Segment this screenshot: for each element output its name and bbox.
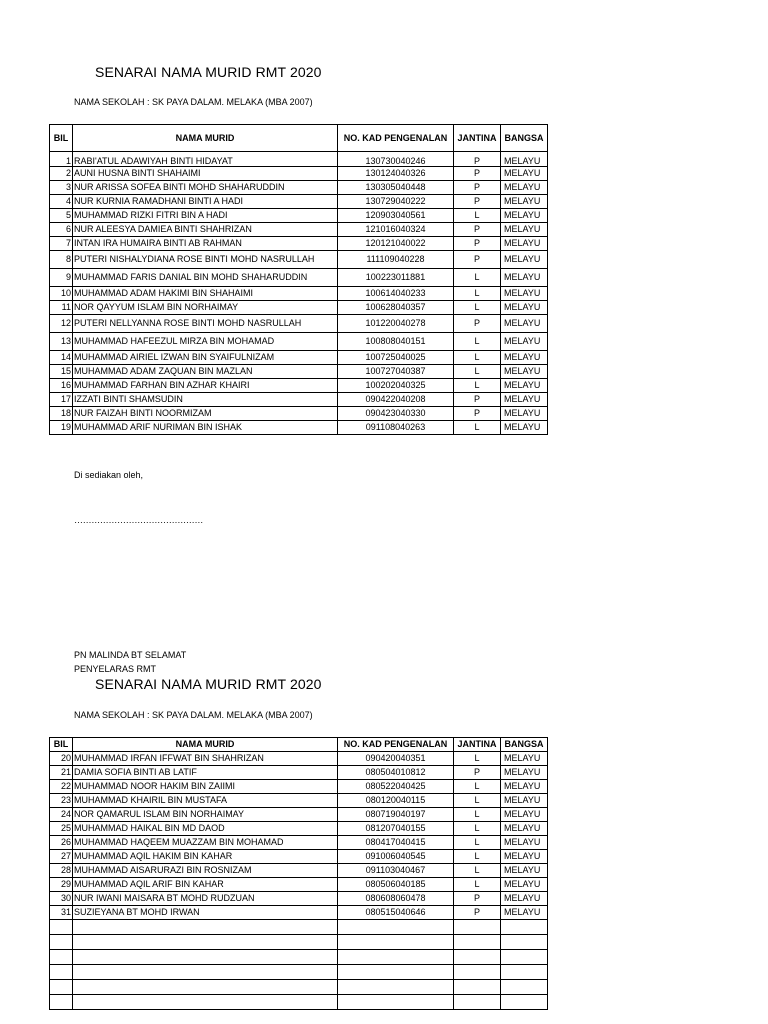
cell-bil: 3 [50,181,73,195]
cell-bil: 14 [50,351,73,365]
cell-bil: 8 [50,251,73,269]
cell-ic: 120903040561 [338,209,454,223]
cell-ic: 080506040185 [338,878,454,892]
cell-ic: 091108040263 [338,421,454,435]
cell-name: MUHAMMAD HAFEEZUL MIRZA BIN MOHAMAD [73,333,338,351]
cell-name: RABI'ATUL ADAWIYAH BINTI HIDAYAT [73,152,338,167]
cell-name: MUHAMMAD FARHAN BIN AZHAR KHAIRI [73,379,338,393]
table-row [50,780,548,794]
cell-ic: 101220040278 [338,315,454,333]
cell-bangsa: MELAYU [501,393,548,407]
empty-cell [73,965,338,980]
empty-cell [73,935,338,950]
cell-ic: 090423040330 [338,407,454,421]
table-row [50,152,548,167]
cell-jantina: P [454,892,501,906]
table-row [50,209,548,223]
cell-bil: 16 [50,379,73,393]
cell-bangsa: MELAYU [501,365,548,379]
cell-bangsa: MELAYU [501,808,548,822]
cell-jantina: L [454,269,501,287]
cell-jantina: L [454,287,501,301]
empty-cell [50,965,73,980]
cell-bangsa: MELAYU [501,421,548,435]
cell-name: MUHAMMAD IRFAN IFFWAT BIN SHAHRIZAN [73,752,338,766]
cell-name: MUHAMMAD KHAIRIL BIN MUSTAFA [73,794,338,808]
cell-jantina: L [454,752,501,766]
cell-bangsa: MELAYU [501,301,548,315]
cell-bangsa: MELAYU [501,209,548,223]
empty-cell [338,920,454,935]
cell-name: MUHAMMAD ARIF NURIMAN BIN ISHAK [73,421,338,435]
table-row [50,822,548,836]
cell-jantina: L [454,780,501,794]
empty-cell [50,995,73,1010]
cell-name: MUHAMMAD ADAM HAKIMI BIN SHAHAIMI [73,287,338,301]
table-header-row [50,125,548,152]
cell-jantina: L [454,209,501,223]
cell-ic: 100808040151 [338,333,454,351]
cell-ic: 100727040387 [338,365,454,379]
cell-name: MUHAMMAD FARIS DANIAL BIN MOHD SHAHARUDDIN [73,269,338,287]
cell-bil: 19 [50,421,73,435]
empty-cell [454,995,501,1010]
cell-name: NUR FAIZAH BINTI NOORMIZAM [73,407,338,421]
cell-name: MUHAMMAD HAIKAL BIN MD DAOD [73,822,338,836]
cell-jantina: L [454,333,501,351]
empty-cell [50,950,73,965]
cell-bil: 12 [50,315,73,333]
header-bil: BIL [50,738,73,752]
table-row [50,878,548,892]
school-name-2: NAMA SEKOLAH : SK PAYA DALAM. MELAKA (MBA 2007) [74,710,313,720]
empty-cell [454,950,501,965]
cell-jantina: L [454,822,501,836]
empty-cell [501,980,548,995]
cell-name: DAMIA SOFIA BINTI AB LATIF [73,766,338,780]
cell-ic: 090422040208 [338,393,454,407]
cell-bil: 22 [50,780,73,794]
empty-row [50,920,548,935]
cell-jantina: P [454,195,501,209]
empty-cell [454,965,501,980]
cell-name: NOR QAYYUM ISLAM BIN NORHAIMAY [73,301,338,315]
cell-jantina: L [454,379,501,393]
empty-row [50,980,548,995]
cell-bil: 21 [50,766,73,780]
student-table-1 [49,124,548,435]
table-header-row [50,738,548,752]
cell-bangsa: MELAYU [501,167,548,181]
table-row [50,906,548,920]
empty-cell [338,980,454,995]
cell-bil: 4 [50,195,73,209]
cell-name: MUHAMMAD AIRIEL IZWAN BIN SYAIFULNIZAM [73,351,338,365]
cell-ic: 080522040425 [338,780,454,794]
cell-bil: 2 [50,167,73,181]
table-row [50,794,548,808]
table-row [50,892,548,906]
cell-bil: 24 [50,808,73,822]
signature-line: ……………………………………… [74,515,204,525]
cell-ic: 080515040646 [338,906,454,920]
header-name: NAMA MURID [73,125,338,152]
empty-cell [338,995,454,1010]
cell-bangsa: MELAYU [501,878,548,892]
empty-cell [454,935,501,950]
cell-bil: 11 [50,301,73,315]
empty-row [50,935,548,950]
empty-cell [50,920,73,935]
table-row [50,808,548,822]
cell-ic: 120121040022 [338,237,454,251]
cell-jantina: P [454,152,501,167]
cell-jantina: P [454,167,501,181]
cell-jantina: P [454,393,501,407]
cell-name: SUZIEYANA BT MOHD IRWAN [73,906,338,920]
header-name: NAMA MURID [73,738,338,752]
cell-bangsa: MELAYU [501,850,548,864]
cell-name: PUTERI NELLYANNA ROSE BINTI MOHD NASRULLAH [73,315,338,333]
page-title-2: SENARAI NAMA MURID RMT 2020 [95,676,322,692]
empty-cell [73,980,338,995]
table-row [50,379,548,393]
cell-bangsa: MELAYU [501,223,548,237]
cell-ic: 100614040233 [338,287,454,301]
cell-bangsa: MELAYU [501,351,548,365]
cell-jantina: L [454,864,501,878]
cell-name: PUTERI NISHALYDIANA ROSE BINTI MOHD NASRULLAH [73,251,338,269]
empty-cell [338,950,454,965]
cell-bil: 25 [50,822,73,836]
empty-cell [454,980,501,995]
cell-ic: 091006040545 [338,850,454,864]
empty-cell [338,965,454,980]
cell-jantina: L [454,351,501,365]
table-row [50,864,548,878]
empty-cell [501,950,548,965]
cell-name: INTAN IRA HUMAIRA BINTI AB RAHMAN [73,237,338,251]
cell-bil: 17 [50,393,73,407]
table-row [50,421,548,435]
signatory-role: PENYELARAS RMT [74,664,157,674]
cell-ic: 090420040351 [338,752,454,766]
cell-bil: 15 [50,365,73,379]
cell-bil: 10 [50,287,73,301]
cell-jantina: L [454,808,501,822]
cell-jantina: P [454,766,501,780]
empty-row [50,965,548,980]
cell-bangsa: MELAYU [501,822,548,836]
empty-cell [501,965,548,980]
cell-ic: 130124040326 [338,167,454,181]
cell-bangsa: MELAYU [501,152,548,167]
cell-name: NUR KURNIA RAMADHANI BINTI A HADI [73,195,338,209]
cell-bil: 1 [50,152,73,167]
cell-ic: 080719040197 [338,808,454,822]
cell-bangsa: MELAYU [501,287,548,301]
cell-ic: 111109040228 [338,251,454,269]
cell-bangsa: MELAYU [501,195,548,209]
cell-name: AUNI HUSNA BINTI SHAHAIMI [73,167,338,181]
cell-bil: 7 [50,237,73,251]
table-row [50,365,548,379]
signatory-name: PN MALINDA BT SELAMAT [74,650,187,660]
cell-bangsa: MELAYU [501,269,548,287]
cell-bil: 28 [50,864,73,878]
empty-cell [454,920,501,935]
page-title: SENARAI NAMA MURID RMT 2020 [95,64,322,80]
empty-row [50,950,548,965]
cell-jantina: P [454,906,501,920]
cell-name: NUR IWANI MAISARA BT MOHD RUDZUAN [73,892,338,906]
header-bangsa: BANGSA [501,125,548,152]
cell-bil: 23 [50,794,73,808]
cell-ic: 100725040025 [338,351,454,365]
cell-name: IZZATI BINTI SHAMSUDIN [73,393,338,407]
cell-jantina: P [454,407,501,421]
cell-bangsa: MELAYU [501,379,548,393]
cell-bangsa: MELAYU [501,794,548,808]
cell-ic: 130730040246 [338,152,454,167]
cell-jantina: P [454,223,501,237]
cell-jantina: P [454,237,501,251]
cell-name: MUHAMMAD NOOR HAKIM BIN ZAIIMI [73,780,338,794]
cell-jantina: L [454,365,501,379]
empty-cell [50,980,73,995]
cell-jantina: L [454,878,501,892]
cell-ic: 080417040415 [338,836,454,850]
header-jantina: JANTINA [454,125,501,152]
cell-name: MUHAMMAD ADAM ZAQUAN BIN MAZLAN [73,365,338,379]
cell-ic: 081207040155 [338,822,454,836]
empty-cell [501,920,548,935]
cell-name: NUR ALEESYA DAMIEA BINTI SHAHRIZAN [73,223,338,237]
cell-jantina: P [454,181,501,195]
cell-name: MUHAMMAD AQIL ARIF BIN KAHAR [73,878,338,892]
empty-cell [73,920,338,935]
table-row [50,407,548,421]
cell-ic: 130729040222 [338,195,454,209]
cell-ic: 091103040467 [338,864,454,878]
table-row [50,301,548,315]
table-row [50,393,548,407]
table-row [50,181,548,195]
cell-jantina: L [454,850,501,864]
cell-bil: 6 [50,223,73,237]
cell-bangsa: MELAYU [501,780,548,794]
cell-ic: 130305040448 [338,181,454,195]
cell-jantina: L [454,301,501,315]
cell-jantina: P [454,315,501,333]
cell-name: NUR ARISSA SOFEA BINTI MOHD SHAHARUDDIN [73,181,338,195]
cell-ic: 121016040324 [338,223,454,237]
cell-ic: 100628040357 [338,301,454,315]
cell-ic: 080608060478 [338,892,454,906]
cell-name: NOR QAMARUL ISLAM BIN NORHAIMAY [73,808,338,822]
cell-name: MUHAMMAD AQIL HAKIM BIN KAHAR [73,850,338,864]
table-row [50,287,548,301]
cell-jantina: L [454,794,501,808]
header-ic: NO. KAD PENGENALAN [338,125,454,152]
table-row [50,251,548,269]
cell-bil: 9 [50,269,73,287]
table-row [50,315,548,333]
cell-ic: 080504010812 [338,766,454,780]
empty-cell [501,995,548,1010]
empty-cell [73,950,338,965]
cell-bangsa: MELAYU [501,407,548,421]
cell-bangsa: MELAYU [501,906,548,920]
table-row [50,223,548,237]
cell-bil: 29 [50,878,73,892]
empty-cell [338,935,454,950]
table-row [50,269,548,287]
cell-ic: 100202040325 [338,379,454,393]
cell-bangsa: MELAYU [501,333,548,351]
cell-bil: 18 [50,407,73,421]
table-row [50,333,548,351]
cell-bangsa: MELAYU [501,766,548,780]
school-name: NAMA SEKOLAH : SK PAYA DALAM. MELAKA (MBA 2007) [74,97,313,107]
header-ic: NO. KAD PENGENALAN [338,738,454,752]
cell-jantina: L [454,421,501,435]
cell-bangsa: MELAYU [501,752,548,766]
cell-bil: 30 [50,892,73,906]
cell-bil: 5 [50,209,73,223]
cell-jantina: P [454,251,501,269]
table-row [50,836,548,850]
cell-name: MUHAMMAD HAQEEM MUAZZAM BIN MOHAMAD [73,836,338,850]
table-row [50,752,548,766]
table-row [50,850,548,864]
header-bangsa: BANGSA [501,738,548,752]
cell-bangsa: MELAYU [501,237,548,251]
student-table-2 [49,737,548,1010]
empty-row [50,995,548,1010]
table-row [50,351,548,365]
cell-ic: 080120040115 [338,794,454,808]
cell-bangsa: MELAYU [501,181,548,195]
empty-cell [501,935,548,950]
prepared-by-label: Di sediakan oleh, [74,470,144,480]
cell-bil: 27 [50,850,73,864]
cell-bangsa: MELAYU [501,251,548,269]
table-body [50,152,548,435]
cell-bangsa: MELAYU [501,315,548,333]
table-row [50,766,548,780]
cell-bangsa: MELAYU [501,892,548,906]
cell-bangsa: MELAYU [501,864,548,878]
cell-bil: 26 [50,836,73,850]
table-row [50,237,548,251]
cell-bil: 31 [50,906,73,920]
cell-bangsa: MELAYU [501,836,548,850]
table-body [50,752,548,1010]
cell-bil: 13 [50,333,73,351]
cell-name: MUHAMMAD AISARURAZI BIN ROSNIZAM [73,864,338,878]
cell-bil: 20 [50,752,73,766]
cell-ic: 100223011881 [338,269,454,287]
cell-jantina: L [454,836,501,850]
cell-name: MUHAMMAD RIZKI FITRI BIN A HADI [73,209,338,223]
table-row [50,195,548,209]
empty-cell [50,935,73,950]
empty-cell [73,995,338,1010]
table-row [50,167,548,181]
header-bil: BIL [50,125,73,152]
header-jantina: JANTINA [454,738,501,752]
